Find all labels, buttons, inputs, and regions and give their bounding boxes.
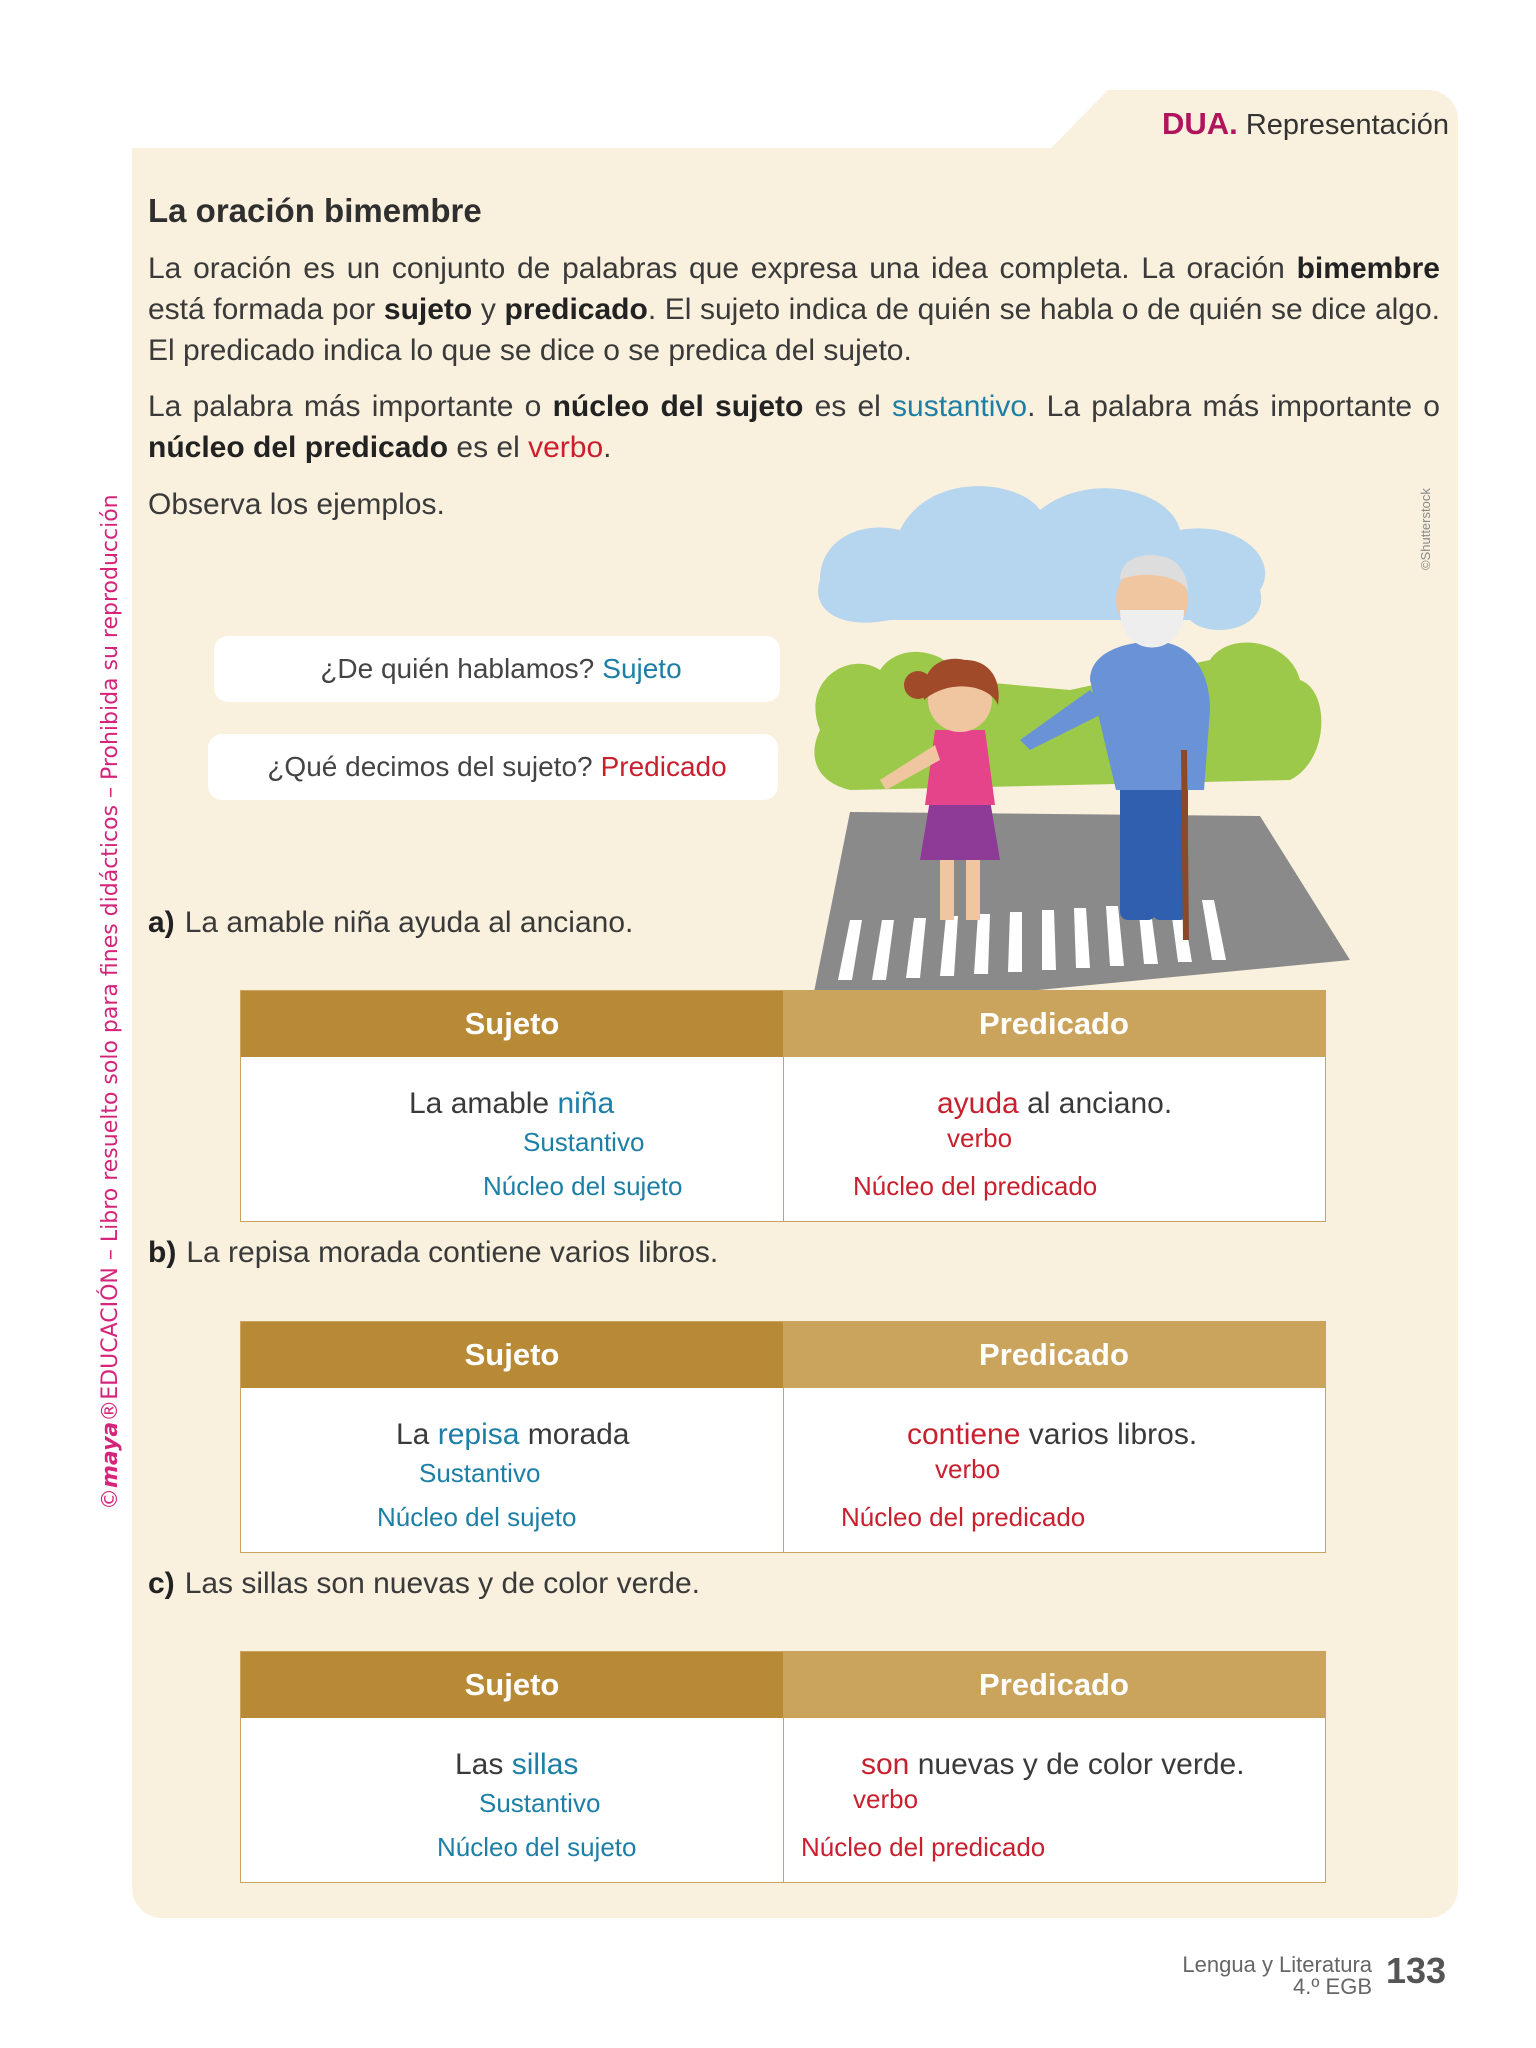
copyright-side-note [98, 494, 123, 1510]
page-number: 133 [1386, 1950, 1447, 1991]
verbo-label: verbo [947, 1123, 1013, 1153]
crosswalk-illustration [790, 460, 1350, 1020]
term-verbo: verbo [528, 431, 604, 464]
nucleus-paragraph: La palabra más importante o núcleo del sujeto es el sustantivo. La palabra más importante o núcleo del predicado es el verbo. [148, 390, 1440, 464]
registered-mark: ® [98, 1399, 123, 1422]
panel-tab-cutout [132, 88, 1110, 148]
bubble-answer-predicado: Predicado [600, 751, 727, 782]
cloud-shape [818, 486, 1265, 630]
table-header-predicado: Predicado [783, 991, 1325, 1057]
bubble-answer-sujeto: Sujeto [602, 653, 682, 684]
example-a-table [240, 990, 1326, 1222]
nucleo-sujeto-label: Núcleo del sujeto [377, 1502, 577, 1532]
predicate-phrase: son nuevas y de color verde. [861, 1748, 1245, 1781]
nucleo-predicado-label: Núcleo del predicado [841, 1502, 1086, 1532]
dua-header [1162, 106, 1449, 142]
question-bubble-predicado: ¿Qué decimos del sujeto? Predicado [208, 734, 778, 800]
table-header-sujeto: Sujeto [241, 991, 783, 1057]
predicate-verb: contiene [907, 1418, 1021, 1451]
example-b-sentence: b) La repisa morada contiene varios libros. [148, 1236, 719, 1269]
table-header-sujeto: Sujeto [241, 1652, 783, 1718]
subject-phrase: La repisa morada [396, 1418, 630, 1451]
subject-phrase: La amable niña [409, 1087, 615, 1120]
example-b-table [240, 1321, 1326, 1553]
definition-paragraph: La oración es un conjunto de palabras que expresa una idea completa. La oración bimembre está formada por sujeto y predicado. El sujeto indica de quién se habla o de quién se dice algo. El predicado indica lo que se dice o se predica del sujeto. [148, 252, 1440, 367]
copyright-symbol: © [98, 1488, 123, 1510]
term-sujeto: sujeto [383, 293, 473, 326]
nucleo-sujeto-label: Núcleo del sujeto [483, 1171, 683, 1201]
term-sustantivo: sustantivo [892, 390, 1028, 423]
nucleo-sujeto-label: Núcleo del sujeto [437, 1832, 637, 1862]
nucleo-predicado-label: Núcleo del predicado [801, 1832, 1046, 1862]
observe-text: Observa los ejemplos. [148, 488, 445, 521]
term-predicado: predicado [504, 293, 648, 326]
sustantivo-label: Sustantivo [523, 1127, 645, 1157]
example-a-sentence: a) La amable niña ayuda al anciano. [148, 906, 634, 939]
verbo-label: verbo [935, 1454, 1001, 1484]
predicate-verb: son [861, 1748, 910, 1781]
predicate-verb: ayuda [937, 1087, 1019, 1120]
term-bimembre: bimembre [1296, 252, 1440, 285]
term-nucleo-sujeto: núcleo del sujeto [552, 390, 804, 423]
subject-noun: sillas [511, 1748, 579, 1781]
sustantivo-label: Sustantivo [479, 1788, 601, 1818]
dua-label: DUA. [1162, 106, 1238, 141]
subject-noun: repisa [437, 1418, 520, 1451]
page-title: La oración bimembre [148, 192, 482, 229]
sustantivo-label: Sustantivo [419, 1458, 541, 1488]
example-c-sentence: c) Las sillas son nuevas y de color verde. [148, 1567, 700, 1600]
footer-subject: Lengua y Literatura [1182, 1952, 1372, 1977]
predicate-phrase: contiene varios libros. [907, 1418, 1198, 1451]
column-divider [783, 1388, 784, 1552]
table-header-predicado: Predicado [783, 1652, 1325, 1718]
side-note-text: EDUCACIÓN – Libro resuelto solo para fines didácticos – Prohibida su reproducción [98, 494, 123, 1400]
verbo-label: verbo [853, 1784, 919, 1814]
nucleo-predicado-label: Núcleo del predicado [853, 1171, 1098, 1201]
subject-phrase: Las sillas [455, 1748, 579, 1781]
dua-section: Representación [1245, 109, 1449, 141]
footer-info [1182, 1954, 1372, 1998]
column-divider [783, 1057, 784, 1221]
column-divider [783, 1718, 784, 1882]
footer-grade: 4.º EGB [1293, 1974, 1372, 1999]
example-c-table [240, 1651, 1326, 1883]
question-bubble-sujeto: ¿De quién hablamos? Sujeto [214, 636, 780, 702]
table-header-sujeto: Sujeto [241, 1322, 783, 1388]
table-header-predicado: Predicado [783, 1322, 1325, 1388]
brand-logo-text: maya [98, 1421, 123, 1488]
term-nucleo-predicado: núcleo del predicado [148, 431, 449, 464]
predicate-phrase: ayuda al anciano. [937, 1087, 1173, 1120]
image-credit: ©Shutterstock [1418, 488, 1433, 570]
subject-noun: niña [557, 1087, 615, 1120]
